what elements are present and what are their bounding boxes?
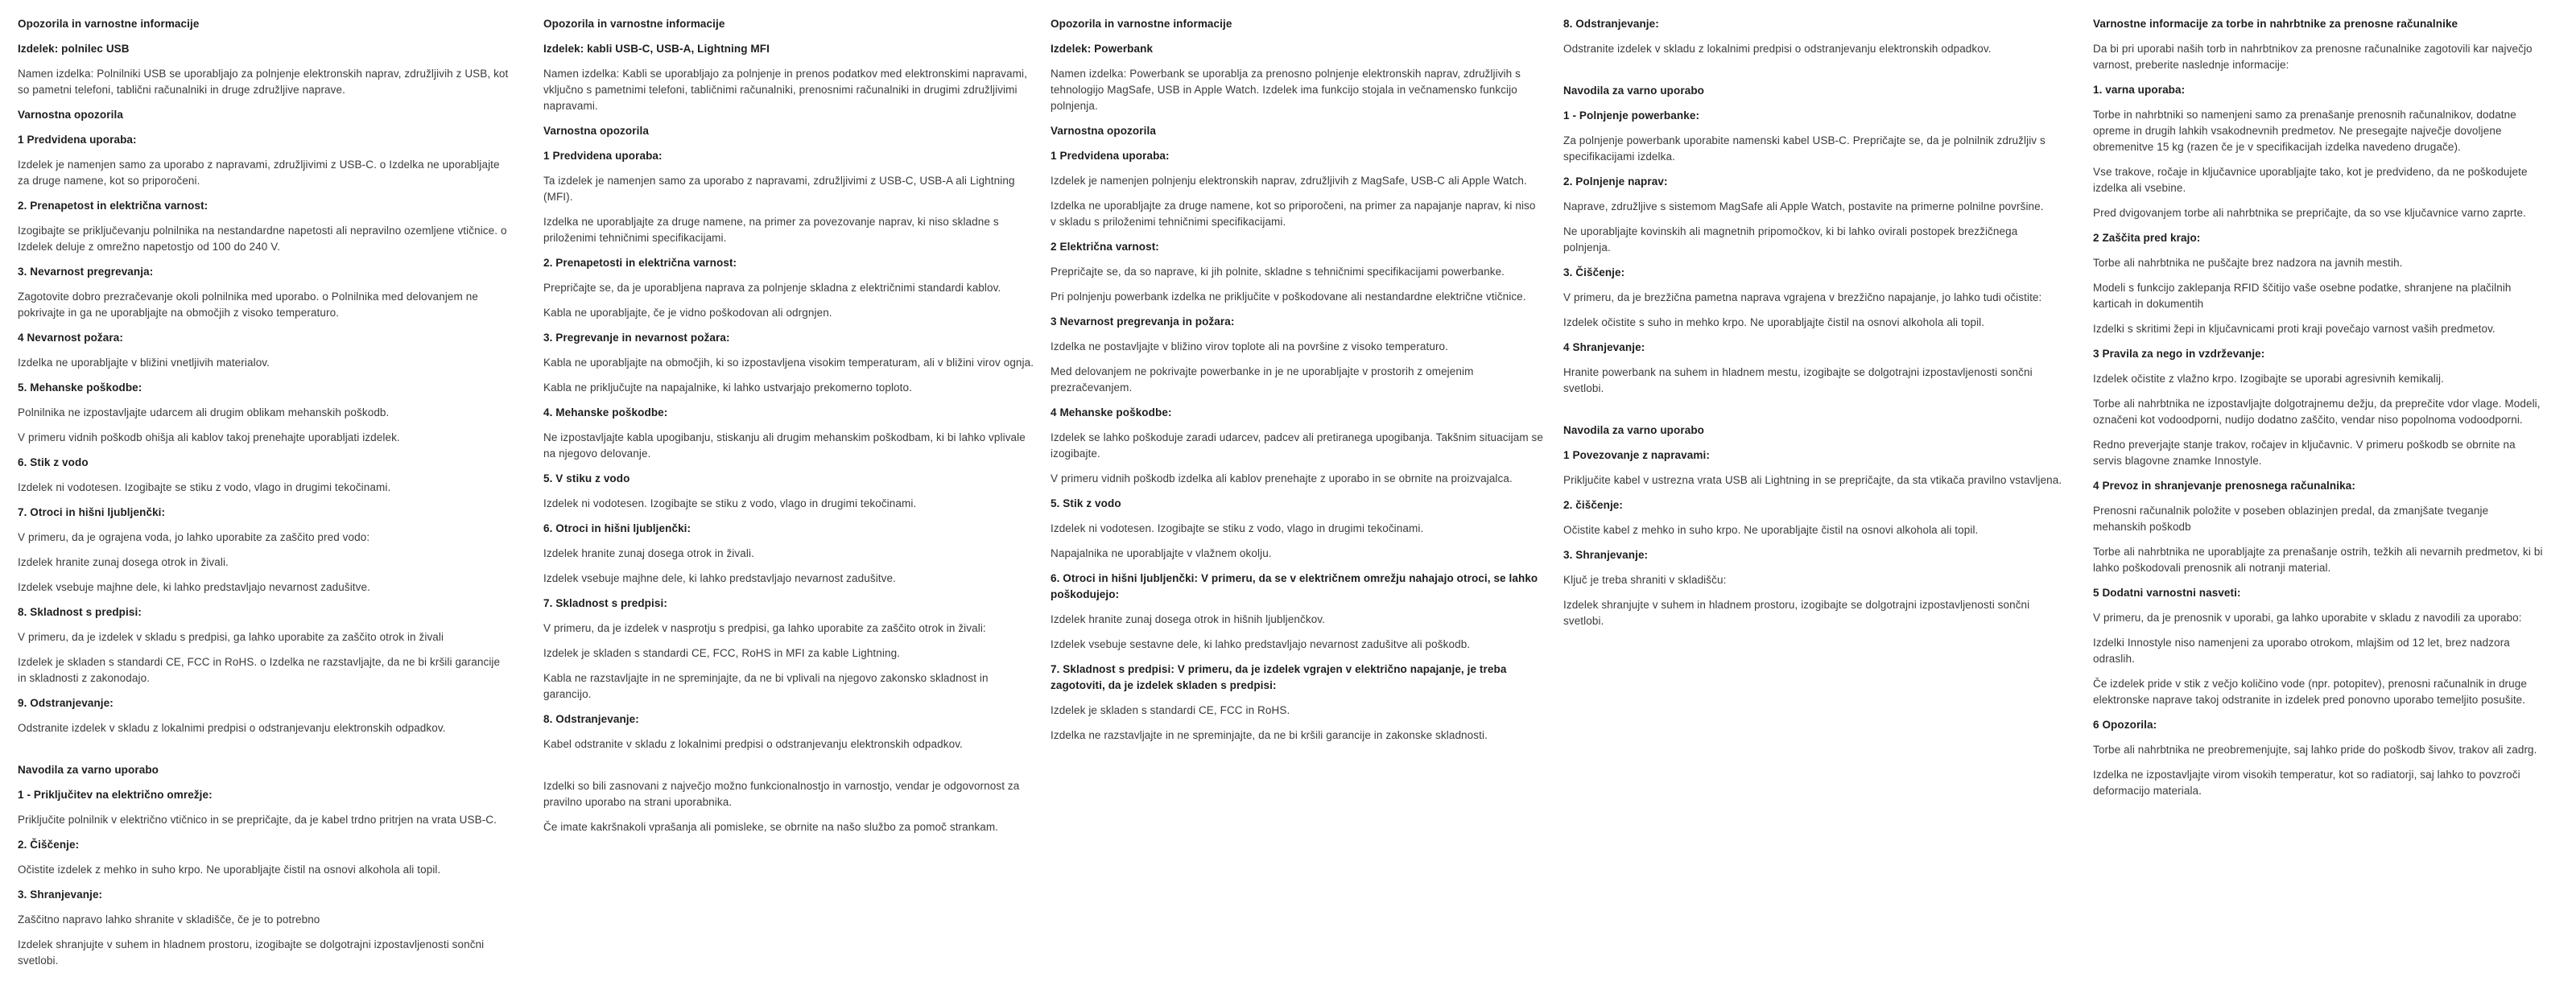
- paragraph: Izdelki so bili zasnovani z največjo možno funkcionalnostjo in varnostjo, vendar je odgovornost za pravilno uporabo na strani uporabnika.: [543, 780, 1020, 808]
- section-heading: 1 Predvidena uporaba:: [18, 134, 137, 146]
- section-heading: 7. Skladnost s predpisi:: [543, 597, 667, 609]
- paragraph: Hranite powerbank na suhem in hladnem mestu, izogibajte se dolgotrajni izpostavljenosti sončni svetlobi.: [1563, 366, 2033, 394]
- section-heading: Izdelek: Powerbank: [1051, 43, 1154, 55]
- paragraph: Torbe in nahrbtniki so namenjeni samo za prenašanje prenosnih računalnikov, dodatne opreme in drugih lahkih vsakodnevnih predmetov. Ne presegajte največje dovoljene obremenitve 15 kg (razen če je v specifikacijah izdelka navedeno drugače).: [2093, 109, 2516, 153]
- paragraph: Polnilnika ne izpostavljajte udarcem ali drugim oblikam mehanskih poškodb.: [18, 406, 390, 418]
- paragraph: Napajalnika ne uporabljajte v vlažnem okolju.: [1051, 547, 1272, 559]
- column-laptop-bags-safety: [2093, 16, 2544, 808]
- paragraph: Izdelek je namenjen samo za uporabo z napravami, združljivimi z USB-C. o Izdelka ne uporabljajte za druge namene, kot so priporočeni.: [18, 159, 500, 187]
- column-cables-warnings: [543, 16, 1036, 844]
- paragraph: Prenosni računalnik položite v poseben oblazinjen predal, da zmanjšate tveganje mehanskih poškodb: [2093, 505, 2489, 533]
- paragraph: Če izdelek pride v stik z večjo količino vode (npr. potopitev), prenosni računalnik in druge elektronske naprave takoj odstranite in izdelek pred ponovno uporabo temeljito posušite.: [2093, 678, 2527, 706]
- paragraph: Modeli s funkcijo zaklepanja RFID ščitijo vaše osebne podatke, shranjene na plačilnih karticah in dokumentih: [2093, 282, 2512, 310]
- paragraph: Izogibajte se priključevanju polnilnika na nestandardne napetosti ali nepravilno ozemljene vtičnice. o Izdelek deluje z omrežno napetostjo od 100 do 240 V.: [18, 225, 507, 253]
- paragraph: Pred dvigovanjem torbe ali nahrbtnika se prepričajte, da so vse ključavnice varno zaprte.: [2093, 207, 2526, 219]
- paragraph: Izdelki s skritimi žepi in ključavnicami proti kraji povečajo varnost vaših predmetov.: [2093, 323, 2496, 335]
- paragraph: Namen izdelka: Polnilniki USB se uporabljajo za polnjenje elektronskih naprav, združljivih z USB, kot so pametni telefoni, tablični računalniki in druge združljive naprave.: [18, 68, 509, 96]
- paragraph: Namen izdelka: Kabli se uporabljajo za polnjenje in prenos podatkov med elektronskimi napravami, vključno s pametnimi telefoni, tabličnimi računalniki, prenosnimi računalniki in drugimi združljivimi napravami.: [543, 68, 1027, 112]
- paragraph: Očistite kabel z mehko in suho krpo. Ne uporabljajte čistil na osnovi alkohola ali topil.: [1563, 524, 1979, 536]
- paragraph: Izdelka ne uporabljajte za druge namene, na primer za povezovanje naprav, ki niso skladne s priloženimi tehničnimi specifikacijami.: [543, 216, 999, 244]
- column-usb-charger-warnings: [18, 16, 510, 978]
- section-heading: Opozorila in varnostne informacije: [1051, 18, 1232, 30]
- section-heading: 6. Stik z vodo: [18, 456, 89, 468]
- section-heading: 9. Odstranjevanje:: [18, 697, 114, 709]
- paragraph: Priključite kabel v ustrezna vrata USB ali Lightning in se prepričajte, da sta vtikača pravilno vstavljena.: [1563, 474, 2062, 486]
- paragraph: Izdelek ni vodotesen. Izogibajte se stiku z vodo, vlago in drugimi tekočinami.: [18, 481, 391, 493]
- paragraph: Vse trakove, ročaje in ključavnice uporabljajte tako, kot je predvideno, da ne poškodujete izdelka ali vsebine.: [2093, 166, 2528, 194]
- section-heading: 8. Odstranjevanje:: [1563, 18, 1659, 30]
- section-heading: 4 Nevarnost požara:: [18, 332, 123, 344]
- paragraph: Namen izdelka: Powerbank se uporablja za prenosno polnjenje elektronskih naprav, združljivih s tehnologijo MagSafe, USB in Apple Watch. Izdelek ima funkcijo stojala in večnamensko funkcijo polnjenja.: [1051, 68, 1521, 112]
- section-heading: 2. Polnjenje naprav:: [1563, 175, 1668, 188]
- paragraph: V primeru, da je ograjena voda, jo lahko uporabite za zaščito pred vodo:: [18, 531, 370, 543]
- paragraph: Prepričajte se, da je uporabljena naprava za polnjenje skladna z električnimi standardi kablov.: [543, 282, 1001, 294]
- paragraph: Med delovanjem ne pokrivajte powerbanke in je ne uporabljajte v prostorih z omejenim prezračevanjem.: [1051, 365, 1474, 394]
- section-heading: 2 Električna varnost:: [1051, 241, 1159, 253]
- section-heading: 3. Shranjevanje:: [1563, 549, 1649, 561]
- paragraph: V primeru, da je prenosnik v uporabi, ga lahko uporabite v skladu z navodili za uporabo:: [2093, 612, 2522, 624]
- section-heading: 2. Prenapetost in električna varnost:: [18, 200, 208, 212]
- section-heading: Opozorila in varnostne informacije: [18, 18, 200, 30]
- paragraph: Izdelek ni vodotesen. Izogibajte se stiku z vodo, vlago in drugimi tekočinami.: [1051, 522, 1424, 534]
- paragraph: Izdelek hranite zunaj dosega otrok in hišnih ljubljenčkov.: [1051, 613, 1325, 625]
- section-heading: Varnostne informacije za torbe in nahrbtnike za prenosne računalnike: [2093, 18, 2458, 30]
- paragraph: V primeru, da je izdelek v nasprotju s predpisi, ga lahko uporabite za zaščito otrok in živali:: [543, 622, 986, 634]
- paragraph: Izdelek vsebuje sestavne dele, ki lahko predstavljajo nevarnost zadušitve ali poškodb.: [1051, 638, 1471, 650]
- section-heading: 2. čiščenje:: [1563, 499, 1623, 511]
- paragraph: Redno preverjajte stanje trakov, ročajev in ključavnic. V primeru poškodb se obrnite na servis blagovne znamke Innostyle.: [2093, 439, 2516, 467]
- paragraph: Ta izdelek je namenjen samo za uporabo z napravami, združljivimi z USB-C, USB-A ali Lightning (MFI).: [543, 175, 1015, 203]
- paragraph: Izdelek ni vodotesen. Izogibajte se stiku z vodo, vlago in drugimi tekočinami.: [543, 497, 917, 509]
- paragraph: Izdelki Innostyle niso namenjeni za uporabo otrokom, mlajšim od 12 let, brez nadzora odraslih.: [2093, 637, 2510, 665]
- section-heading: Varnostna opozorila: [1051, 125, 1156, 137]
- paragraph: Kabla ne uporabljajte, če je vidno poškodovan ali odrgnjen.: [543, 307, 832, 319]
- paragraph: Izdelek je skladen s standardi CE, FCC in RoHS.: [1051, 704, 1290, 716]
- section-heading: 6. Otroci in hišni ljubljenčki: V primeru, da se v električnem omrežju nahajajo otroci, se lahko poškodujejo:: [1051, 572, 1538, 600]
- section-heading: 2 Zaščita pred krajo:: [2093, 232, 2201, 244]
- section-heading: Izdelek: polnilec USB: [18, 43, 130, 55]
- paragraph: Torbe ali nahrbtnika ne izpostavljajte dolgotrajnemu dežju, da preprečite vdor vlage. Modeli, označeni kot vodoodporni, nudijo dodatno zaščito, vendar niso popolnoma vodoodporni.: [2093, 398, 2541, 426]
- paragraph: Odstranite izdelek v skladu z lokalnimi predpisi o odstranjevanju elektronskih odpadkov.: [18, 722, 446, 734]
- section-heading: 2. Čiščenje:: [18, 839, 80, 851]
- section-spacer: [1563, 406, 2064, 423]
- section-heading: 5. V stiku z vodo: [543, 472, 630, 484]
- paragraph: Odstranite izdelek v skladu z lokalnimi predpisi o odstranjevanju elektronskih odpadkov.: [1563, 43, 1992, 55]
- section-heading: Opozorila in varnostne informacije: [543, 18, 725, 30]
- section-heading: 1 Povezovanje z napravami:: [1563, 449, 1710, 461]
- paragraph: Kabel odstranite v skladu z lokalnimi predpisi o odstranjevanju elektronskih odpadkov.: [543, 738, 963, 750]
- section-heading: Navodila za varno uporabo: [1563, 85, 1705, 97]
- paragraph: Če imate kakršnakoli vprašanja ali pomisleke, se obrnite na našo službo za pomoč strankam.: [543, 821, 999, 833]
- paragraph: V primeru, da je izdelek v skladu s predpisi, ga lahko uporabite za zaščito otrok in živali: [18, 631, 444, 643]
- paragraph: Izdelek je skladen s standardi CE, FCC, RoHS in MFI za kable Lightning.: [543, 647, 901, 659]
- paragraph: Izdelek očistite s suho in mehko krpo. Ne uporabljajte čistil na osnovi alkohola ali topil.: [1563, 316, 1985, 328]
- section-heading: 5. Mehanske poškodbe:: [18, 381, 142, 394]
- paragraph: Ključ je treba shraniti v skladišču:: [1563, 574, 1727, 586]
- section-heading: 6 Opozorila:: [2093, 719, 2157, 731]
- paragraph: Torbe ali nahrbtnika ne puščajte brez nadzora na javnih mestih.: [2093, 257, 2403, 269]
- paragraph: Torbe ali nahrbtnika ne preobremenjujte, saj lahko pride do poškodb šivov, trakov ali zadrg.: [2093, 744, 2537, 756]
- section-spacer: [18, 745, 510, 762]
- section-heading: 3 Nevarnost pregrevanja in požara:: [1051, 315, 1235, 328]
- section-heading: 4. Mehanske poškodbe:: [543, 406, 668, 418]
- paragraph: Zagotovite dobro prezračevanje okoli polnilnika med uporabo. o Polnilnika med delovanjem ne pokrivajte in ga ne uporabljajte na območjih z visoko temperaturo.: [18, 291, 478, 319]
- paragraph: Izdelek je namenjen polnjenju elektronskih naprav, združljivih z MagSafe, USB-C ali Apple Watch.: [1051, 175, 1527, 187]
- paragraph: Priključite polnilnik v električno vtičnico in se prepričajte, da je kabel trdno pritrjen na vrata USB-C.: [18, 814, 497, 826]
- paragraph: Izdelka ne izpostavljajte virom visokih temperatur, kot so radiatorji, saj lahko to povzroči deformacijo materiala.: [2093, 769, 2520, 797]
- section-heading: 1 - Polnjenje powerbanke:: [1563, 109, 1700, 122]
- paragraph: Izdelka ne uporabljajte v bližini vnetljivih materialov.: [18, 357, 270, 369]
- paragraph: Izdelka ne postavljajte v bližino virov toplote ali na površine z visoko temperaturo.: [1051, 340, 1448, 353]
- paragraph: Izdelek shranjujte v suhem in hladnem prostoru, izogibajte se dolgotrajni izpostavljenosti sončni svetlobi.: [1563, 599, 2030, 627]
- section-heading: 6. Otroci in hišni ljubljenčki:: [543, 522, 691, 534]
- paragraph: Izdelek je skladen s standardi CE, FCC in RoHS. o Izdelka ne razstavljajte, da ne bi kršili garancije in skladnosti z zakonodajo.: [18, 656, 501, 684]
- section-heading: 7. Skladnost s predpisi: V primeru, da je izdelek vgrajen v električno napajanje, je treba zagotoviti, da je izdelek skladen s predpisi:: [1051, 663, 1507, 691]
- section-heading: 8. Skladnost s predpisi:: [18, 606, 142, 618]
- paragraph: Izdelka ne razstavljajte in ne spreminjajte, da ne bi kršili garancije in zakonske skladnosti.: [1051, 729, 1488, 741]
- paragraph: Izdelek shranjujte v suhem in hladnem prostoru, izogibajte se dolgotrajni izpostavljenosti sončni svetlobi.: [18, 938, 485, 967]
- paragraph: Da bi pri uporabi naših torb in nahrbtnikov za prenosne računalnike zagotovili kar največjo varnost, preberite naslednje informacije:: [2093, 43, 2533, 71]
- section-heading: 3 Pravila za nego in vzdrževanje:: [2093, 348, 2265, 360]
- paragraph: Pri polnjenju powerbank izdelka ne priključite v poškodovane ali nestandardne električne vtičnice.: [1051, 291, 1526, 303]
- paragraph: Kabla ne razstavljajte in ne spreminjajte, da ne bi vplivali na njegovo zakonsko skladnost in garancijo.: [543, 672, 989, 700]
- paragraph: V primeru vidnih poškodb ohišja ali kablov takoj prenehajte uporabljati izdelek.: [18, 431, 400, 443]
- paragraph: Prepričajte se, da so naprave, ki jih polnite, skladne s tehničnimi specifikacijami powerbanke.: [1051, 266, 1505, 278]
- section-spacer: [1563, 66, 2064, 83]
- paragraph: Izdelek se lahko poškoduje zaradi udarcev, padcev ali pretiranega upogibanja. Takšnim situacijam se izogibajte.: [1051, 431, 1544, 460]
- column-powerbank-usage-instructions: [1563, 16, 2064, 638]
- column-powerbank-warnings: [1051, 16, 1543, 752]
- paragraph: Naprave, združljive s sistemom MagSafe ali Apple Watch, postavite na primerne polnilne površine.: [1563, 200, 2044, 212]
- section-heading: 4 Shranjevanje:: [1563, 341, 1645, 353]
- section-heading: 8. Odstranjevanje:: [543, 713, 639, 725]
- section-heading: Varnostna opozorila: [543, 125, 649, 137]
- paragraph: Ne izpostavljajte kabla upogibanju, stiskanju ali drugim mehanskim poškodbam, ki bi lahko vplivale na njegovo delovanje.: [543, 431, 1026, 460]
- paragraph: Kabla ne priključujte na napajalnike, ki lahko ustvarjajo prekomerno toploto.: [543, 381, 912, 394]
- section-heading: 4 Mehanske poškodbe:: [1051, 406, 1172, 418]
- section-heading: 3. Pregrevanje in nevarnost požara:: [543, 332, 730, 344]
- section-heading: 5. Stik z vodo: [1051, 497, 1121, 509]
- paragraph: Zaščitno napravo lahko shranite v skladišče, če je to potrebno: [18, 913, 320, 926]
- section-heading: 4 Prevoz in shranjevanje prenosnega računalnika:: [2093, 480, 2355, 492]
- section-heading: 3. Shranjevanje:: [18, 888, 103, 901]
- paragraph: Očistite izdelek z mehko in suho krpo. Ne uporabljajte čistil na osnovi alkohola ali topil.: [18, 864, 441, 876]
- paragraph: Izdelka ne uporabljajte za druge namene, kot so priporočeni, na primer za napajanje naprav, ki niso v skladu s priloženimi tehničnimi specifikacijami.: [1051, 200, 1536, 228]
- paragraph: V primeru, da je brezžična pametna naprava vgrajena v brezžično napajanje, jo lahko tudi očistite:: [1563, 291, 2042, 303]
- paragraph: Izdelek očistite z vlažno krpo. Izogibajte se uporabi agresivnih kemikalij.: [2093, 373, 2444, 385]
- paragraph: V primeru vidnih poškodb izdelka ali kablov prenehajte z uporabo in se obrnite na proizvajalca.: [1051, 472, 1513, 484]
- paragraph: Ne uporabljajte kovinskih ali magnetnih pripomočkov, ki bi lahko ovirali postopek brezžičnega polnjenja.: [1563, 225, 2018, 254]
- paragraph: Izdelek hranite zunaj dosega otrok in živali.: [18, 556, 229, 568]
- section-heading: Navodila za varno uporabo: [1563, 424, 1705, 436]
- section-heading: 2. Prenapetosti in električna varnost:: [543, 257, 737, 269]
- section-heading: Varnostna opozorila: [18, 109, 123, 121]
- paragraph: Izdelek vsebuje majhne dele, ki lahko predstavljajo nevarnost zadušitve.: [543, 572, 896, 584]
- section-heading: 7. Otroci in hišni ljubljenčki:: [18, 506, 166, 518]
- section-heading: 3. Čiščenje:: [1563, 266, 1625, 278]
- paragraph: Torbe ali nahrbtnika ne uporabljajte za prenašanje ostrih, težkih ali nevarnih predmetov, ki bi lahko poškodovali prenosnik ali notranji material.: [2093, 546, 2543, 574]
- paragraph: Izdelek vsebuje majhne dele, ki lahko predstavljajo nevarnost zadušitve.: [18, 581, 370, 593]
- paragraph: Kabla ne uporabljajte na območjih, ki so izpostavljena visokim temperaturam, ali v bližini virov ognja.: [543, 357, 1034, 369]
- section-heading: 1 Predvidena uporaba:: [1051, 150, 1170, 162]
- section-spacer: [543, 761, 1036, 778]
- section-heading: 1 - Priključitev na električno omrežje:: [18, 789, 213, 801]
- section-heading: Izdelek: kabli USB-C, USB-A, Lightning MFI: [543, 43, 770, 55]
- section-heading: Navodila za varno uporabo: [18, 764, 159, 776]
- paragraph: Izdelek hranite zunaj dosega otrok in živali.: [543, 547, 754, 559]
- section-heading: 1 Predvidena uporaba:: [543, 150, 663, 162]
- section-heading: 5 Dodatni varnostni nasveti:: [2093, 587, 2241, 599]
- paragraph: Za polnjenje powerbank uporabite namenski kabel USB-C. Prepričajte se, da je polnilnik združljiv s specifikacijami izdelka.: [1563, 134, 2046, 163]
- section-heading: 3. Nevarnost pregrevanja:: [18, 266, 154, 278]
- section-heading: 1. varna uporaba:: [2093, 84, 2186, 96]
